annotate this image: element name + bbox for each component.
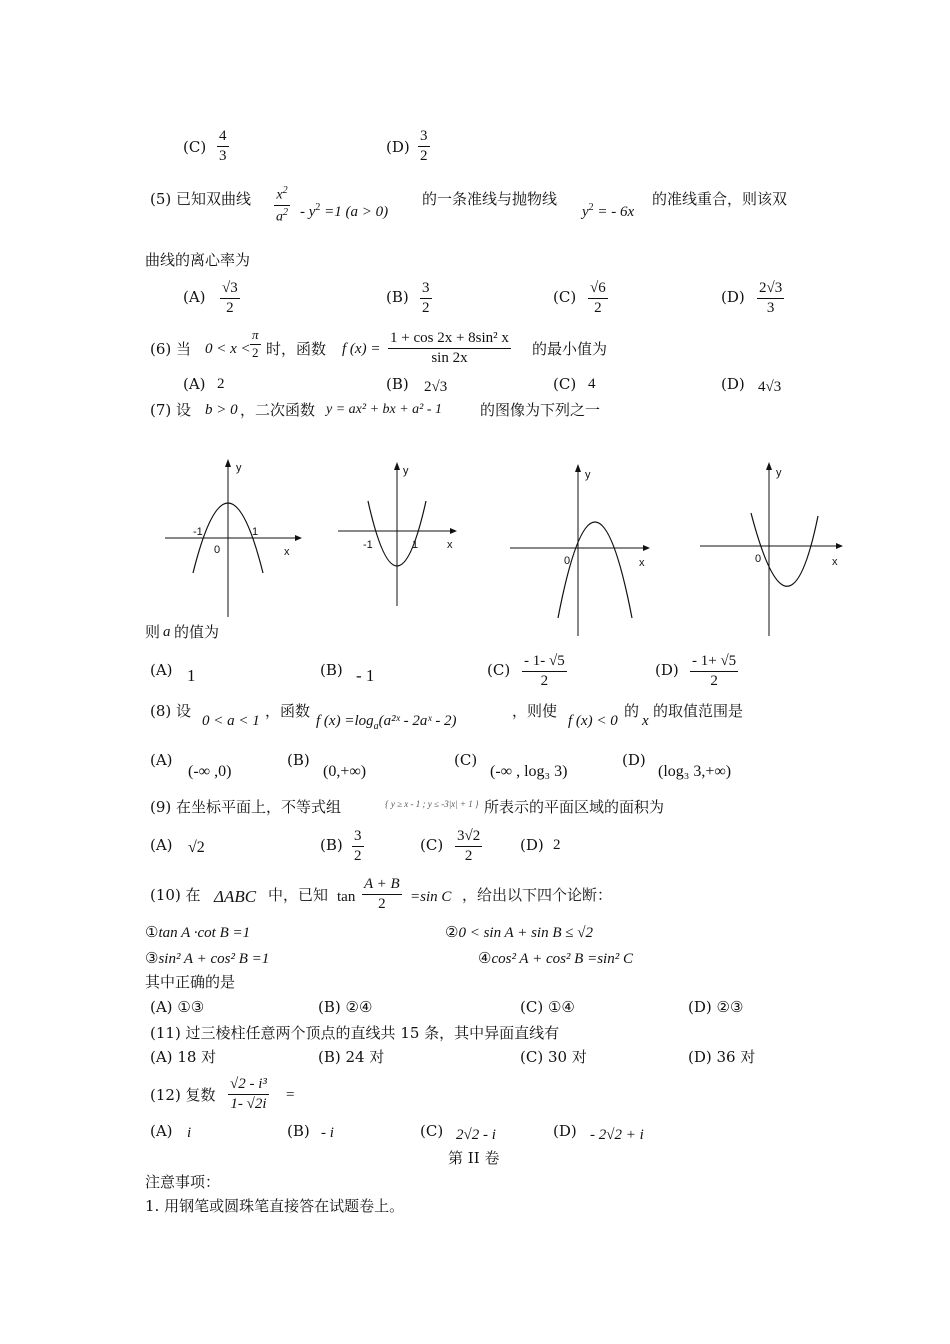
q7-graph-2-neg1: -1	[363, 539, 373, 551]
q9-option-c-label: (C)	[420, 836, 444, 854]
q7-graph-4-origin: 0	[755, 553, 762, 565]
q8-option-d-value: (log₃ 3,+∞)	[658, 763, 732, 780]
q10-stem-a: (10) 在	[150, 886, 201, 904]
q8-option-a-value: (-∞ ,0)	[188, 763, 232, 780]
q7-stem-a: (7) 设	[150, 401, 192, 419]
q7-graph-2-y-label: y	[403, 465, 409, 477]
q8-var: x	[642, 713, 649, 729]
q5-stem-c: 的准线重合，则该双	[652, 190, 788, 208]
q5-stem-b: 的一条准线与抛物线	[422, 190, 558, 208]
q10-claim-1: ①tan A ·cot B =1	[145, 923, 251, 941]
q4-option-d-value: 3 2	[420, 128, 428, 165]
q6-stem-a: (6) 当	[150, 340, 192, 358]
q10-claim-4: ④cos² A + cos² B =sin² C	[478, 949, 633, 967]
q6-function-frac: 1 + cos 2x + 8sin² x sin 2x	[390, 330, 509, 367]
q10-prompt: 其中正确的是	[145, 973, 236, 991]
q10-tan: tan	[337, 889, 356, 905]
q12-fraction: √2 - i³ 1- √2i	[230, 1076, 267, 1113]
q7-condition: b > 0	[205, 402, 238, 418]
q5-hyperbola-eq: - $y^2 =1$ (a > 0)	[300, 202, 389, 220]
section-note-1: 1. 用钢笔或圆珠笔直接答在试题卷上。	[145, 1197, 405, 1215]
q10-stem-b: 中，已知	[268, 886, 329, 904]
q6-condition-frac: π 2	[252, 327, 259, 360]
q7-option-b-value: - 1	[356, 666, 375, 685]
q8-stem-c: ，则使	[512, 702, 558, 720]
q7-stem-b: ，二次函数	[240, 401, 316, 419]
q11-stem: (11) 过三棱柱任意两个顶点的直线共 15 条，其中异面直线有	[150, 1024, 560, 1042]
q5-option-d-value: 2√3 3	[759, 280, 783, 317]
q6-option-d-label: (D)	[721, 375, 745, 393]
q5-stem-d: 曲线的离心率为	[145, 251, 251, 269]
q10-triangle: ΔABC	[214, 887, 257, 906]
q7-graph-1-x-label: x	[284, 546, 290, 558]
q6-option-d-value: 4√3	[758, 379, 782, 395]
q9-option-b-label: (B)	[320, 836, 343, 854]
q10-tan-rhs: =sin C	[410, 889, 452, 905]
q9-option-a-value: √2	[188, 839, 205, 856]
q5-option-b-value: 3 2	[422, 280, 430, 317]
q11-option-b: (B) 24 对	[318, 1048, 385, 1066]
q5-stem-a: (5) 已知双曲线	[150, 190, 252, 208]
q8-option-a-label: (A)	[150, 751, 173, 769]
q8-option-c-value: (-∞ , log₃ 3)	[490, 763, 568, 780]
q8-option-b-label: (B)	[287, 751, 310, 769]
q12-option-b-value: - i	[321, 1125, 334, 1141]
q7-function: y = ax² + bx + a² - 1	[326, 402, 443, 417]
q7-stem-c: 的图像为下列之一	[480, 401, 601, 419]
q6-option-c-value: 4	[588, 376, 596, 392]
q7-graph-4-x-label: x	[832, 556, 838, 568]
q9-option-b-value: 3 2	[354, 828, 362, 865]
q7-tail-b: 的值为	[174, 623, 220, 641]
q5-option-d-label: (D)	[721, 288, 745, 306]
q12-option-a-label: (A)	[150, 1122, 173, 1140]
q8-stem-e: 的取值范围是	[653, 702, 744, 720]
q6-stem-c: 的最小值为	[532, 340, 608, 358]
q7-option-b-label: (B)	[320, 661, 343, 679]
q10-option-c: (C) ①④	[520, 998, 575, 1016]
q11-option-c: (C) 30 对	[520, 1048, 587, 1066]
q12-option-c-label: (C)	[420, 1122, 444, 1140]
q7-graph-4	[698, 458, 848, 638]
q8-stem-d: 的	[624, 702, 640, 720]
q5-hyperbola-frac: $x^2$ $a^2$	[276, 185, 288, 225]
q7-option-a-value: 1	[187, 666, 196, 685]
q9-option-a-label: (A)	[150, 836, 173, 854]
q4-option-c-label: (C)	[183, 138, 207, 156]
q12-option-d-value: - 2√2 + i	[590, 1127, 644, 1143]
q8-option-d-label: (D)	[622, 751, 646, 769]
section-title: 第 II 卷	[448, 1149, 500, 1167]
q7-option-d-label: (D)	[655, 661, 679, 679]
q12-option-d-label: (D)	[553, 1122, 577, 1140]
q7-tail-var: a	[163, 624, 171, 640]
q9-stem-a: (9) 在坐标平面上，不等式组	[150, 798, 342, 816]
q7-graph-2-x-label: x	[447, 539, 453, 551]
q7-graph-2	[335, 458, 465, 608]
q6-option-b-label: (B)	[386, 375, 409, 393]
q6-option-b-value: 2√3	[424, 379, 448, 395]
q10-tan-frac: A + B 2	[364, 876, 400, 913]
q11-option-a: (A) 18 对	[150, 1048, 217, 1066]
q8-condition: 0 < a < 1	[202, 713, 260, 729]
q10-claim-2: ②0 < sin A + sin B ≤ √2	[445, 923, 593, 941]
q12-option-b-label: (B)	[287, 1122, 310, 1140]
q8-stem-a: (8) 设	[150, 702, 192, 720]
q7-tail-a: 则	[145, 623, 161, 641]
q9-system: { y ≥ x - 1 ; y ≤ -3|x| + 1 }	[385, 799, 479, 809]
q7-graph-1-y-label: y	[236, 462, 242, 474]
q7-graph-1	[160, 455, 310, 625]
q4-option-c-value: 4 3	[219, 128, 227, 165]
q9-option-d-value: 2	[553, 837, 561, 853]
q10-option-a: (A) ①③	[150, 998, 205, 1016]
q9-option-c-value: 3√2 2	[457, 828, 481, 865]
q5-option-a-label: (A)	[183, 288, 206, 306]
q6-function-lhs: f (x) =	[342, 341, 381, 357]
q7-graph-3-origin: 0	[564, 555, 571, 567]
q10-claim-3: ③sin² A + cos² B =1	[145, 949, 270, 967]
q6-option-a-value: 2	[217, 376, 225, 392]
q7-graph-3	[508, 460, 658, 640]
q5-option-c-value: √6 2	[590, 280, 606, 317]
q10-stem-c: ，给出以下四个论断：	[462, 886, 613, 904]
q8-inequality: f (x) < 0	[568, 713, 618, 729]
q7-graph-3-x-label: x	[639, 557, 645, 569]
q10-option-b: (B) ②④	[318, 998, 373, 1016]
q8-option-c-label: (C)	[454, 751, 478, 769]
q4-option-d-label: (D)	[386, 138, 410, 156]
section-notice: 注意事项：	[145, 1173, 221, 1191]
q6-stem-b: 时，函数	[266, 340, 327, 358]
q7-graph-2-pos1: 1	[412, 539, 419, 551]
q8-function: f $(x) =\log_a(a^2ˣ$ - 2aˣ - 2)	[316, 713, 457, 732]
q7-option-a-label: (A)	[150, 661, 173, 679]
q7-graph-4-y-label: y	[776, 467, 782, 479]
q12-stem: (12) 复数	[150, 1086, 216, 1104]
q12-option-a-value: i	[187, 1125, 192, 1141]
q7-graph-1-neg1: -1	[193, 526, 203, 538]
q5-option-a-value: √3 2	[222, 280, 238, 317]
q9-option-d-label: (D)	[520, 836, 544, 854]
q7-option-c-value: - 1- √5 2	[524, 653, 565, 690]
q8-stem-b: ，函数	[265, 702, 311, 720]
q6-option-a-label: (A)	[183, 375, 206, 393]
q7-graph-3-y-label: y	[585, 469, 591, 481]
q9-stem-b: 所表示的平面区域的面积为	[484, 798, 665, 816]
q12-option-c-value: 2√2 - i	[456, 1127, 496, 1143]
q5-parabola-eq: $y^2$ = - 6x	[582, 202, 635, 220]
q11-option-d: (D) 36 对	[688, 1048, 756, 1066]
q7-graph-1-pos1: 1	[252, 526, 259, 538]
q7-option-c-label: (C)	[487, 661, 511, 679]
q8-option-b-value: (0,+∞)	[323, 763, 367, 780]
q7-option-d-value: - 1+ √5 2	[692, 653, 737, 690]
q10-option-d: (D) ②③	[688, 998, 744, 1016]
q6-condition: 0 < x <	[205, 341, 251, 357]
q6-option-c-label: (C)	[553, 375, 577, 393]
q12-equals: =	[286, 1087, 295, 1103]
q5-option-c-label: (C)	[553, 288, 577, 306]
q5-option-b-label: (B)	[386, 288, 409, 306]
q7-graph-1-origin: 0	[214, 544, 221, 556]
